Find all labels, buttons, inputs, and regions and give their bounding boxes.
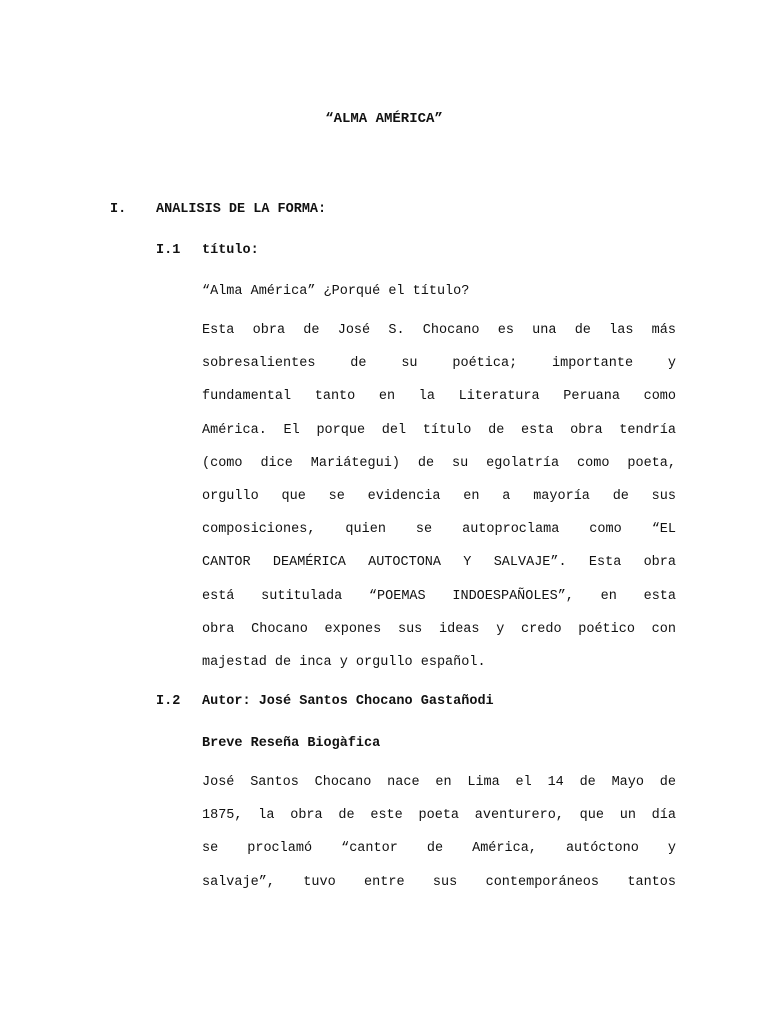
paragraph-line: CANTOR DEAMÉRICA AUTOCTONA Y SALVAJE”. Esta obra [202, 555, 676, 571]
paragraph-line: se proclamó “cantor de América, autóctono y [202, 841, 676, 857]
paragraph-line: majestad de inca y orgullo español. [202, 654, 486, 670]
subsection-number: I.1 [156, 243, 181, 258]
paragraph-title-analysis [202, 321, 676, 686]
paragraph-line: 1875, la obra de este poeta aventurero, que un día [202, 808, 676, 824]
paragraph-line: orgullo que se evidencia en a mayoría de sus [202, 488, 676, 504]
paragraph-biography [202, 773, 676, 906]
subsection-number: I.2 [156, 694, 181, 709]
section-number: I. [110, 202, 127, 217]
paragraph-line: está sutitulada “POEMAS INDOESPAÑOLES”, en esta [202, 588, 676, 604]
paragraph-line: América. El porque del título de esta obra tendría [202, 422, 676, 438]
paragraph-line: Esta obra de José S. Chocano es una de las más [202, 323, 676, 338]
paragraph-line: sobresalientes de su poética; importante y [202, 356, 676, 372]
paragraph-line: José Santos Chocano nace en Lima el 14 de Mayo de [202, 775, 676, 790]
paragraph-line: composiciones, quien se autoproclama como “EL [202, 522, 676, 538]
subsection-heading: Autor: José Santos Chocano Gastañodi [202, 694, 494, 709]
subsection-heading: título: [202, 243, 259, 258]
paragraph-line: obra Chocano expones sus ideas y credo poético con [202, 621, 676, 637]
section-heading: ANALISIS DE LA FORMA: [156, 202, 327, 217]
document-title: “ALMA AMÉRICA” [325, 111, 443, 127]
paragraph-line: (como dice Mariátegui) de su egolatría como poeta, [202, 455, 676, 471]
paragraph-line: fundamental tanto en la Literatura Peruana como [202, 389, 676, 405]
title-question: “Alma América” ¿Porqué el título? [202, 284, 470, 299]
paragraph-line: salvaje”, tuvo entre sus contemporáneos tantos [202, 874, 676, 890]
bio-heading: Breve Reseña Biogàfica [202, 736, 381, 751]
